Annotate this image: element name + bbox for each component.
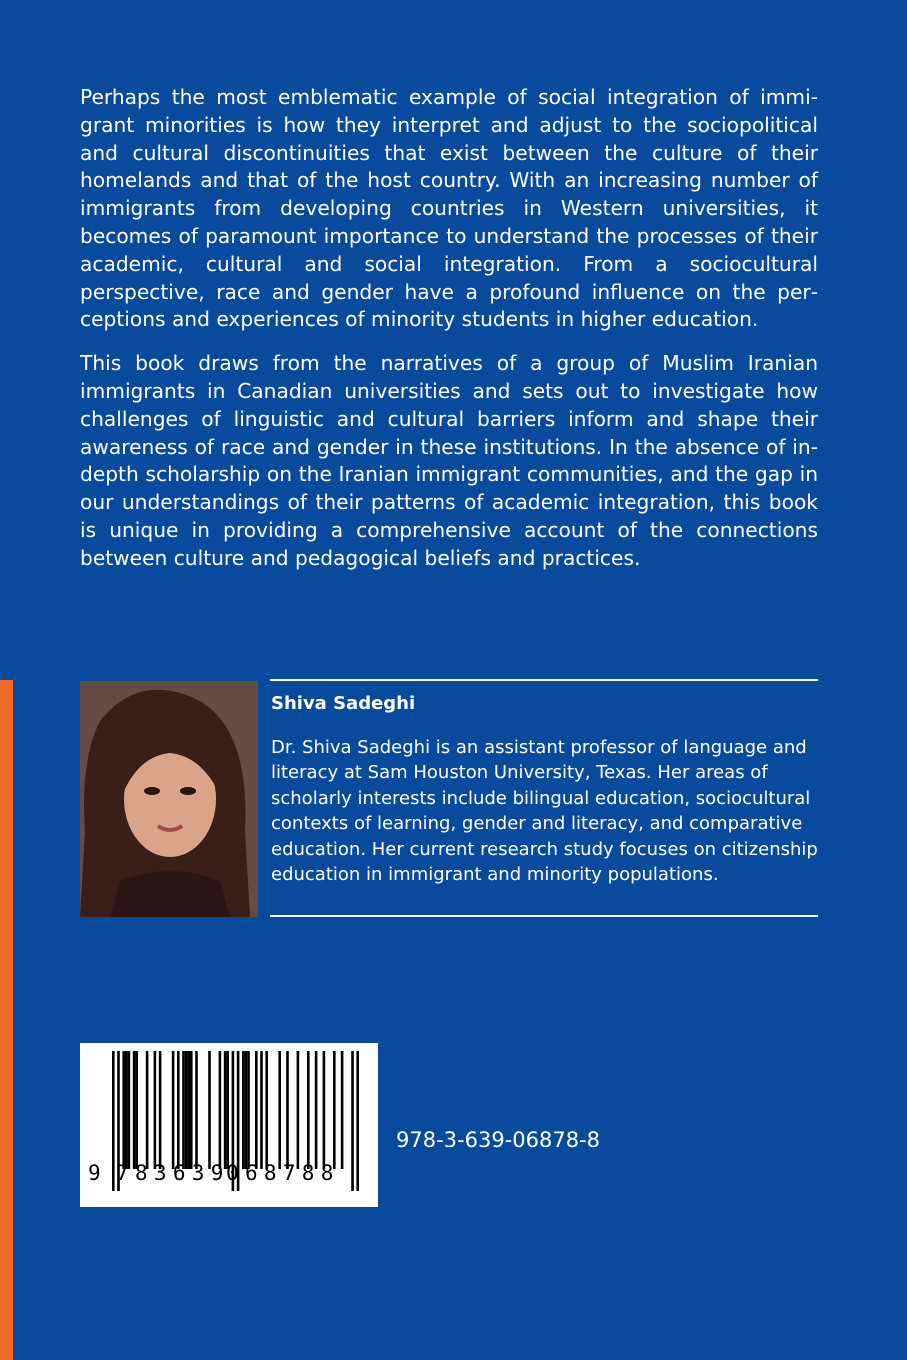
barcode-bar xyxy=(260,1051,263,1169)
barcode-bar xyxy=(265,1051,268,1169)
barcode-bar xyxy=(245,1051,248,1169)
barcode-bar xyxy=(172,1051,175,1169)
blurb-paragraph-1: Perhaps the most emblematic example of social integration of immigrant minorities is how they interpret and adjust to the sociopolitical and cultural discontinuities that exist between the culture of their homelands and that of the host country. With an increasing number of immigrants from developing countries in Western universities, it becomes of paramount importance to understand the processes of their academic, cultural and social integration. From a sociocultural perspective, race and gender have a profound influence on the perceptions and experiences of minority students in higher education. xyxy=(80,85,818,332)
author-portrait-illustration xyxy=(80,681,258,917)
author-bio: Dr. Shiva Sadeghi is an assistant professor of language and literacy at Sam Houston University, Texas. Her areas of scholarly interests include bilingual education, sociocultural contexts of learning, gender and literacy, and comparative education. Her current research study focuses on citizenship education in immigrant and minority populations. xyxy=(271,737,818,886)
barcode-bar xyxy=(195,1051,198,1169)
blurb-paragraph-2: This book draws from the narratives of a group of Muslim Iranian immigrants in Canadian universities and sets out to investigate how challenges of linguistic and cultural barriers inform and shape their awareness of race and gender in these institutions. In the absence of in-depth scholarship on the Iranian immigrant communities, and the gap in our understandings of their patterns of academic integration, this book is unique in providing a comprehensive account of the connections between culture and pedagogical beliefs and practices. xyxy=(80,351,818,570)
barcode-left-group: 783639 xyxy=(116,1161,230,1185)
barcode-bar xyxy=(297,1051,300,1169)
barcode-bar xyxy=(307,1051,310,1169)
barcode-bar xyxy=(128,1051,131,1169)
isbn-barcode xyxy=(80,1043,378,1207)
author-section-bottom-rule xyxy=(270,915,818,917)
barcode-bar xyxy=(187,1051,190,1169)
isbn-number: 978-3-639-06878-8 xyxy=(396,1128,601,1152)
barcode-bar xyxy=(182,1051,185,1169)
barcode-bar xyxy=(177,1051,180,1169)
barcode-bar xyxy=(333,1051,336,1169)
barcode-bar xyxy=(154,1051,157,1169)
orange-accent-strip xyxy=(0,680,13,1360)
barcode-bar xyxy=(185,1051,188,1169)
barcode-right-group: 068788 xyxy=(226,1161,340,1185)
author-name: Shiva Sadeghi xyxy=(271,693,416,714)
barcode-digits xyxy=(80,1161,378,1191)
back-cover-blurb xyxy=(80,84,818,589)
barcode-bar xyxy=(122,1051,125,1169)
barcode-bar xyxy=(135,1051,138,1169)
barcode-bar xyxy=(190,1051,193,1169)
barcode-bar xyxy=(323,1051,326,1169)
barcode-bar xyxy=(341,1051,344,1169)
barcode-bar xyxy=(247,1051,250,1169)
barcode-bar xyxy=(146,1051,149,1169)
barcode-bar xyxy=(125,1051,128,1169)
barcode-bar xyxy=(224,1051,227,1169)
barcode-bar xyxy=(219,1051,222,1169)
barcode-bar xyxy=(242,1051,245,1169)
barcode-bar xyxy=(133,1051,136,1169)
barcode-bar xyxy=(208,1051,211,1169)
barcode-bar xyxy=(286,1051,289,1169)
barcode-first-digit: 9 xyxy=(88,1161,101,1185)
author-section-top-rule xyxy=(270,679,818,681)
barcode-bar xyxy=(226,1051,229,1169)
barcode-bar xyxy=(278,1051,281,1169)
barcode-bar xyxy=(255,1051,258,1169)
barcode-bar xyxy=(315,1051,318,1169)
author-photo xyxy=(80,681,258,917)
barcode-bar xyxy=(159,1051,162,1169)
